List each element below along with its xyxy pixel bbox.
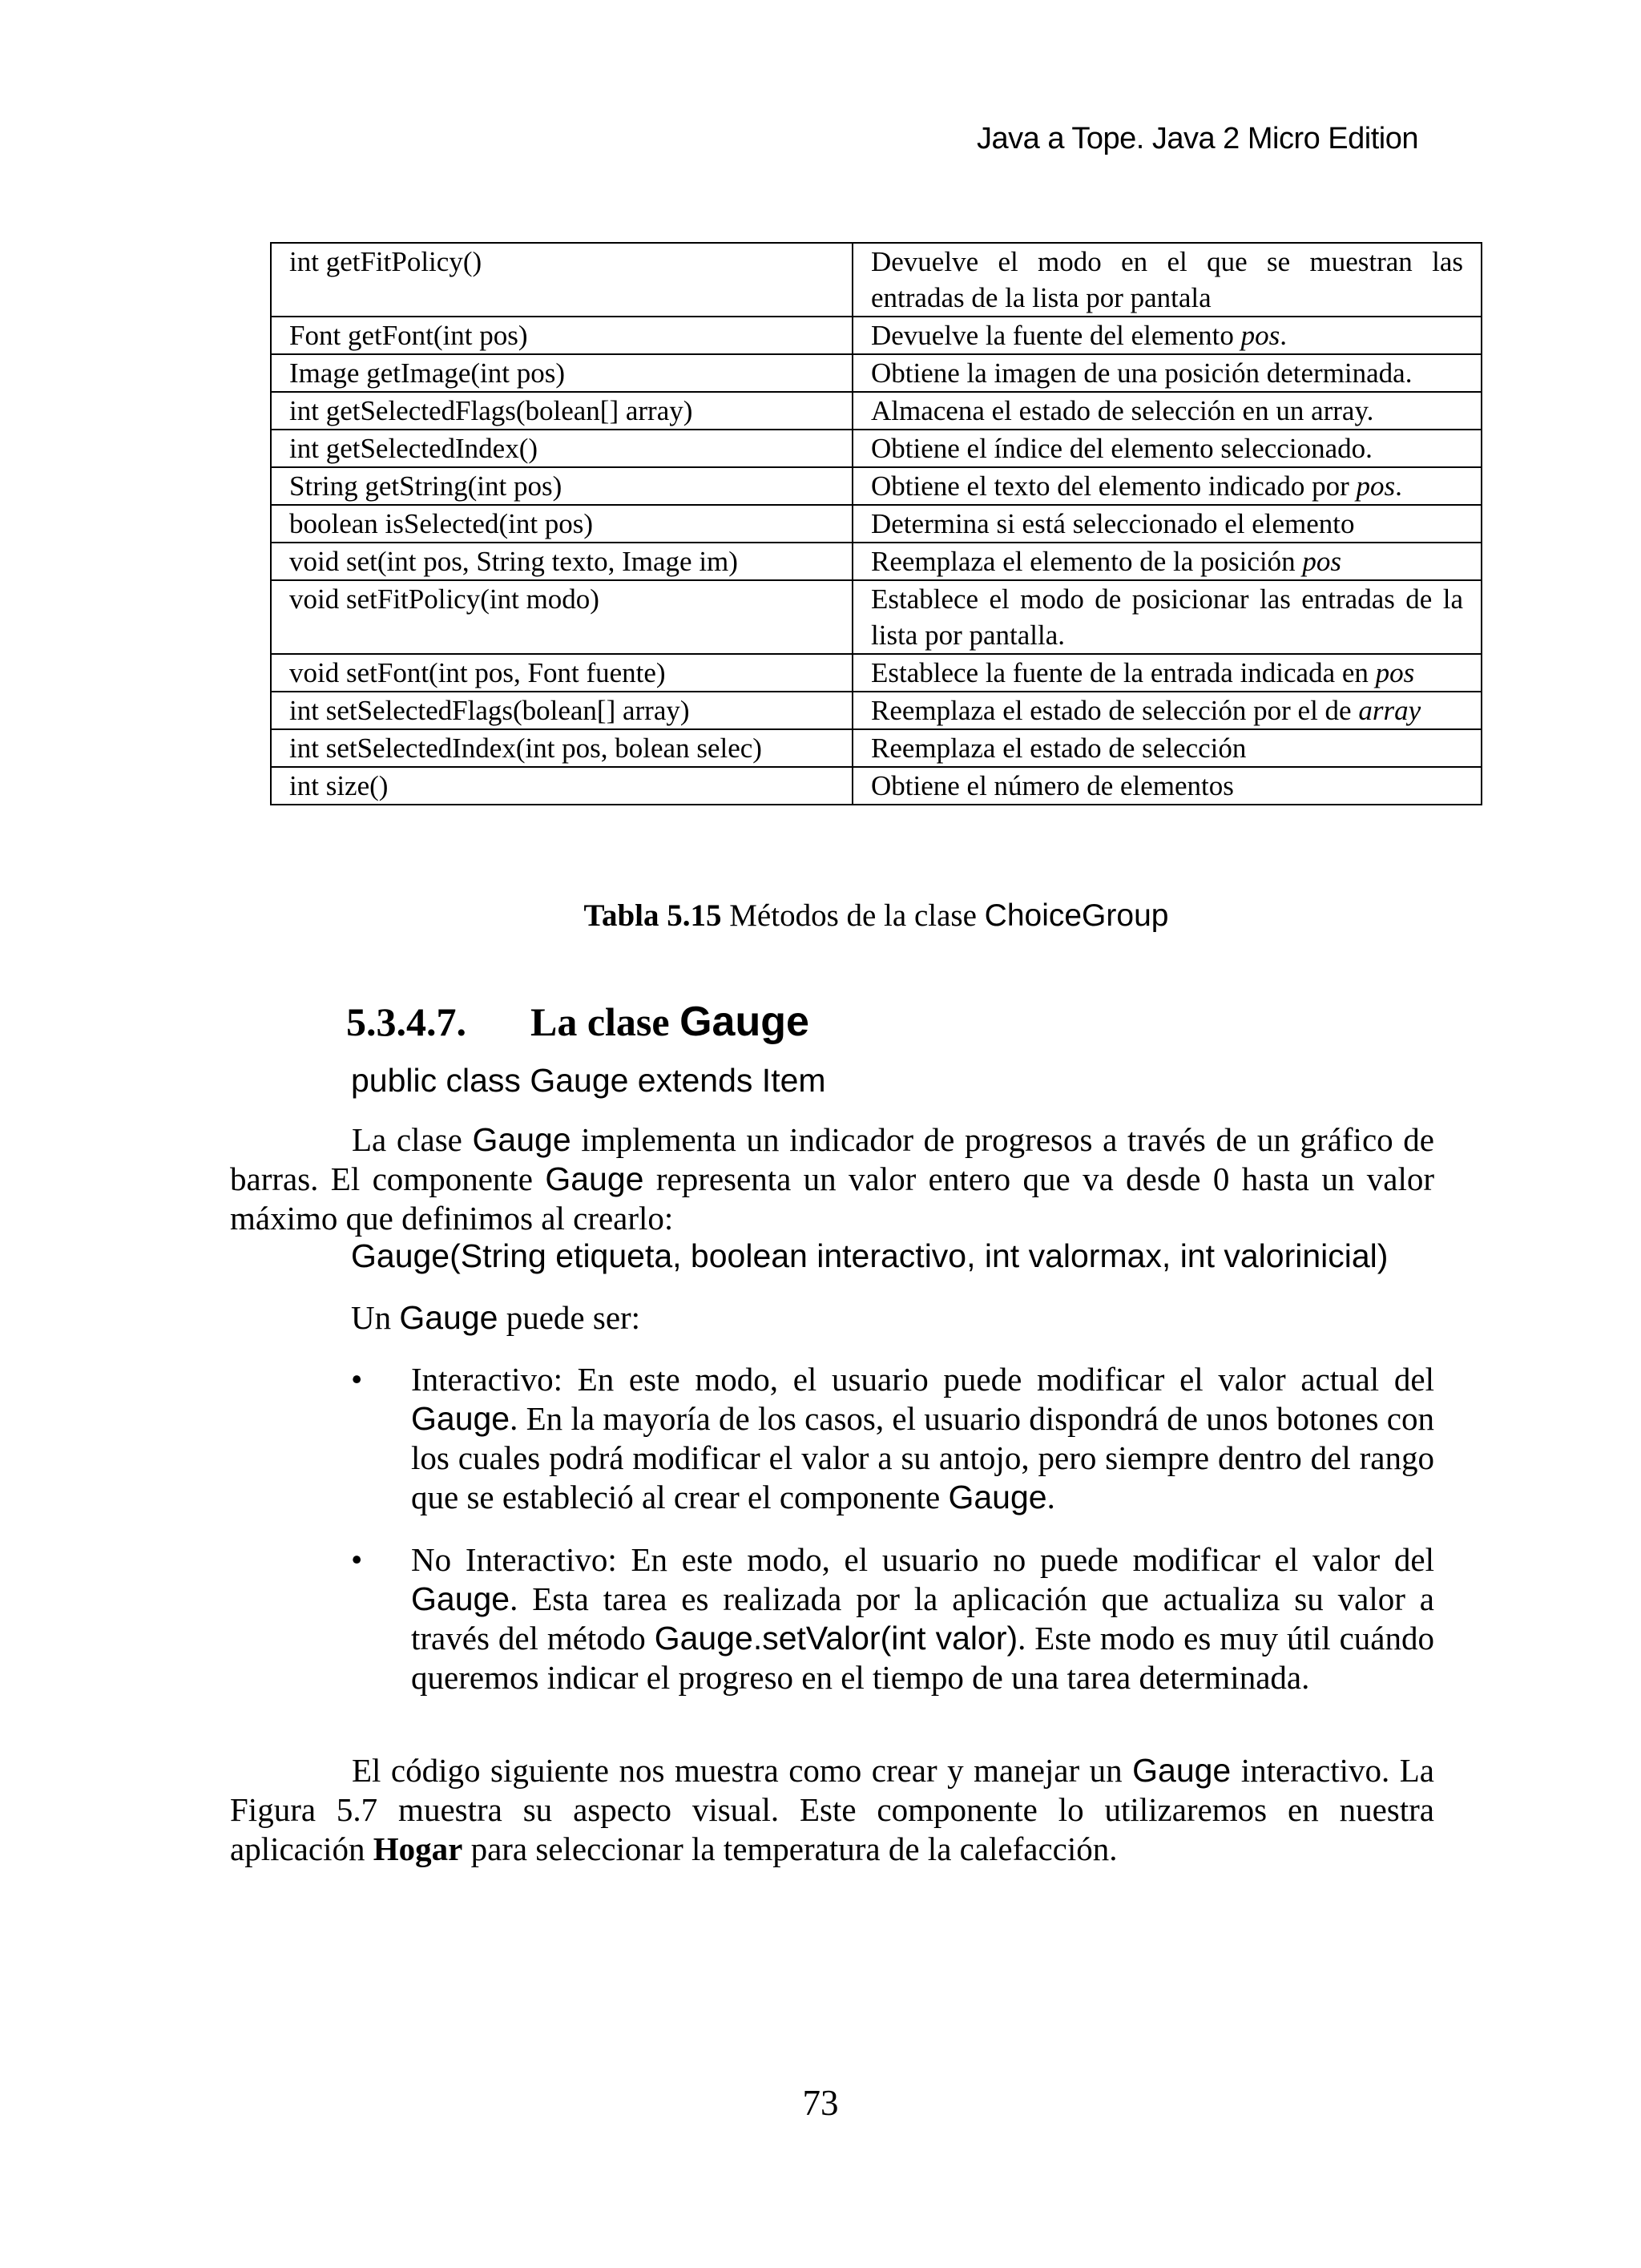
method-signature: int getSelectedFlags(bolean[] array) bbox=[271, 392, 853, 430]
table-caption bbox=[270, 898, 1482, 934]
gauge-modes-list bbox=[351, 1360, 1434, 1721]
closing-paragraph: El código siguiente nos muestra como crear y manejar un Gauge interactivo. La Figura 5.7 muestra su aspecto visual. Este componente lo utilizaremos en nuestra aplicación Hogar para seleccionar la temperatura de la calefacción. bbox=[230, 1752, 1434, 1867]
method-description: Devuelve la fuente del elemento pos. bbox=[853, 317, 1482, 354]
page-number: 73 bbox=[802, 2083, 839, 2123]
constructor-signature: Gauge(String etiqueta, boolean interactivo, int valormax, int valorinicial) bbox=[351, 1237, 1389, 1274]
method-description: Devuelve el modo en el que se muestran las entradas de la lista por pantala bbox=[853, 243, 1482, 317]
table-row bbox=[271, 580, 1482, 654]
method-signature: String getString(int pos) bbox=[271, 467, 853, 505]
table-row bbox=[271, 729, 1482, 767]
method-description: Establece la fuente de la entrada indicada en pos bbox=[853, 654, 1482, 692]
section-title-class: Gauge bbox=[679, 999, 809, 1045]
methods-table bbox=[270, 242, 1482, 805]
method-description: Obtiene la imagen de una posición determinada. bbox=[853, 354, 1482, 392]
table-row bbox=[271, 392, 1482, 430]
method-description: Reemplaza el elemento de la posición pos bbox=[853, 543, 1482, 580]
table-row bbox=[271, 767, 1482, 805]
table-row bbox=[271, 467, 1482, 505]
method-signature: int size() bbox=[271, 767, 853, 805]
method-description: Obtiene el índice del elemento seleccionado. bbox=[853, 430, 1482, 467]
caption-label: Tabla 5.15 bbox=[583, 898, 722, 933]
table-row bbox=[271, 430, 1482, 467]
method-signature: void set(int pos, String texto, Image im) bbox=[271, 543, 853, 580]
list-item: • Interactivo: En este modo, el usuario puede modificar el valor actual del Gauge. En la mayoría de los casos, el usuario dispondrá de unos botones con los cuales podrá modificar el valor a su antojo, pero siempre dentro del rango que se estableció al crear el componente Gauge. bbox=[351, 1361, 1434, 1515]
method-signature: int setSelectedFlags(bolean[] array) bbox=[271, 692, 853, 729]
table-row bbox=[271, 317, 1482, 354]
method-signature: Image getImage(int pos) bbox=[271, 354, 853, 392]
running-header: Java a Tope. Java 2 Micro Edition bbox=[977, 122, 1418, 155]
section-number: 5.3.4.7. bbox=[346, 999, 466, 1044]
method-signature: int getFitPolicy() bbox=[271, 243, 853, 317]
methods-table-body bbox=[271, 243, 1482, 805]
table-row bbox=[271, 505, 1482, 543]
class-declaration: public class Gauge extends Item bbox=[351, 1062, 826, 1099]
table-row bbox=[271, 692, 1482, 729]
section-title-prefix: La clase bbox=[530, 999, 680, 1044]
list-item: • No Interactivo: En este modo, el usuario no puede modificar el valor del Gauge. Esta tarea es realizada por la aplicación que actualiza su valor a través del método Gauge.setValor(int valor). Este modo es muy útil cuándo queremos indicar el progreso en el tiempo de una tarea determinada. bbox=[351, 1541, 1435, 1696]
bullet-icon: • bbox=[351, 1541, 363, 1578]
method-description: Reemplaza el estado de selección bbox=[853, 729, 1482, 767]
table-row bbox=[271, 543, 1482, 580]
table-row bbox=[271, 354, 1482, 392]
intro-paragraph: La clase Gauge implementa un indicador de progresos a través de un gráfico de barras. El componente Gauge representa un valor entero que va desde 0 hasta un valor máximo que definimos al crearlo: bbox=[230, 1121, 1435, 1237]
method-description: Almacena el estado de selección en un array. bbox=[853, 392, 1482, 430]
method-signature: void setFitPolicy(int modo) bbox=[271, 580, 853, 654]
method-description: Reemplaza el estado de selección por el de array bbox=[853, 692, 1482, 729]
caption-class: ChoiceGroup bbox=[984, 898, 1169, 933]
method-description: Determina si está seleccionado el elemento bbox=[853, 505, 1482, 543]
method-description: Establece el modo de posicionar las entradas de la lista por pantalla. bbox=[853, 580, 1482, 654]
method-description: Obtiene el número de elementos bbox=[853, 767, 1482, 805]
caption-text: Métodos de la clase bbox=[721, 898, 985, 933]
method-signature: boolean isSelected(int pos) bbox=[271, 505, 853, 543]
method-signature: int getSelectedIndex() bbox=[271, 430, 853, 467]
gauge-types-intro: Un Gauge puede ser: bbox=[351, 1299, 641, 1336]
table-row bbox=[271, 243, 1482, 317]
bullet-icon: • bbox=[351, 1361, 363, 1398]
method-description: Obtiene el texto del elemento indicado por pos. bbox=[853, 467, 1482, 505]
section-heading bbox=[346, 998, 809, 1046]
method-signature: int setSelectedIndex(int pos, bolean selec) bbox=[271, 729, 853, 767]
method-signature: Font getFont(int pos) bbox=[271, 317, 853, 354]
method-signature: void setFont(int pos, Font fuente) bbox=[271, 654, 853, 692]
table-row bbox=[271, 654, 1482, 692]
